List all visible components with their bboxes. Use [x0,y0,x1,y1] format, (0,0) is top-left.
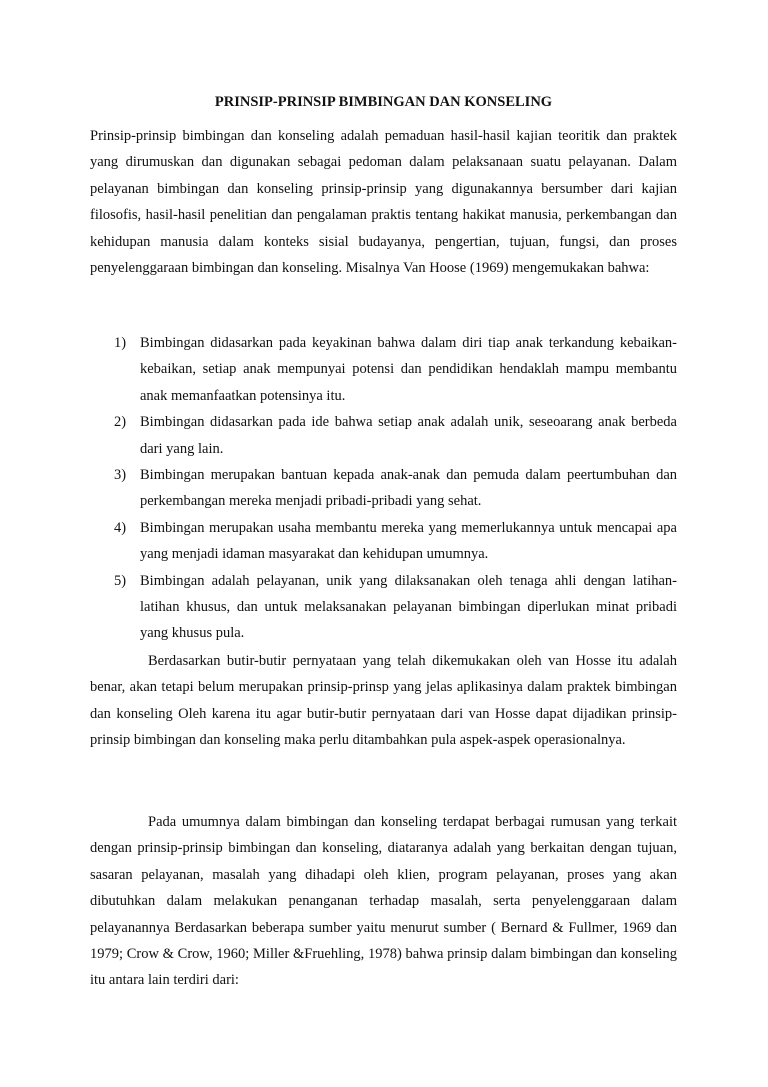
list-item-text: Bimbingan adalah pelayanan, unik yang dilaksanakan oleh tenaga ahli dengan latihan-latihan khusus, dan untuk melaksanakan pelayanan bimbingan diperlukan minat pribadi yang khusus pula. [140,572,677,642]
list-item [90,409,677,462]
list-item [90,515,677,568]
list-item-text: Bimbingan didasarkan pada keyakinan bahwa dalam diri tiap anak terkandung kebaikan-kebaikan, setiap anak mempunyai potensi dan pendidikan hendaklah mampu membantu anak memanfaatkan potensinya itu. [140,335,677,404]
list-number: 4) [114,519,127,536]
list-item [90,330,677,409]
list-number: 1) [114,335,127,351]
list-number: 2) [114,414,127,431]
list-item-text: Bimbingan merupakan usaha membantu mereka yang memerlukannya untuk mencapai apa yang menjadi idaman masyarakat dan kehidupan umumnya. [140,519,677,563]
page-title: PRINSIP-PRINSIP BIMBINGAN DAN KONSELING [214,94,553,110]
principles-list [90,330,677,647]
intro-paragraph: Prinsip-prinsip bimbingan dan konseling adalah pemaduan hasil-hasil kajian teoritik dan praktek yang dirumuskan dan digunakan sebagai pedoman dalam pelaksanaan suatu pelayanan. Dalam pelayanan bimbingan dan konseling prinsip-prinsip yang digunakannya bersumber dari kajian filosofis, hasil-hasil penelitian dan pengalaman praktis tentang hakikat manusia, perkembangan dan kehidupan manusia dalam konteks sisial budayanya, pengertian, tujuan, fungsi, dan proses penyelenggaraan bimbingan dan konseling. Misalnya Van Hoose (1969) mengemukakan bahwa: [90,128,677,277]
list-item-text: Bimbingan didasarkan pada ide bahwa setiap anak adalah unik, seseoarang anak berbeda dari yang lain. [140,414,677,457]
paragraph-2: Berdasarkan butir-butir pernyataan yang telah dikemukakan oleh van Hosse itu adalah benar, akan tetapi belum merupakan prinsip-prinsp yang jelas aplikasinya dalam praktek bimbingan dan konseling Oleh karena itu agar butir-butir pernyataan dari van Hosse dapat dijadikan prinsip-prinsip bimbingan dan konseling maka perlu ditambahkan pula aspek-aspek operasionalnya. [90,653,677,749]
list-number: 5) [114,572,127,589]
list-item [90,462,677,515]
list-item [90,568,677,647]
paragraph-3: Pada umumnya dalam bimbingan dan konseling terdapat berbagai rumusan yang terkait dengan prinsip-prinsip bimbingan dan konseling, diataranya adalah yang berkaitan dengan tujuan, sasaran pelayanan, masalah yang dihadapi oleh klien, program pelayanan, proses yang akan dibutuhkan dalam melakukan penanganan terhadap masalah, serta penyelenggaraan dalam pelayanannya Berdasarkan beberapa sumber yaitu menurut sumber ( Bernard & Fullmer, 1969 dan 1979; Crow & Crow, 1960; Miller &Fruehling, 1978) bahwa prinsip dalam bimbingan dan konseling itu antara lain terdiri dari: [90,814,677,989]
list-item-text: Bimbingan merupakan bantuan kepada anak-anak dan pemuda dalam peertumbuhan dan perkembangan mereka menjadi pribadi-pribadi yang sehat. [140,467,677,510]
list-number: 3) [114,467,127,484]
